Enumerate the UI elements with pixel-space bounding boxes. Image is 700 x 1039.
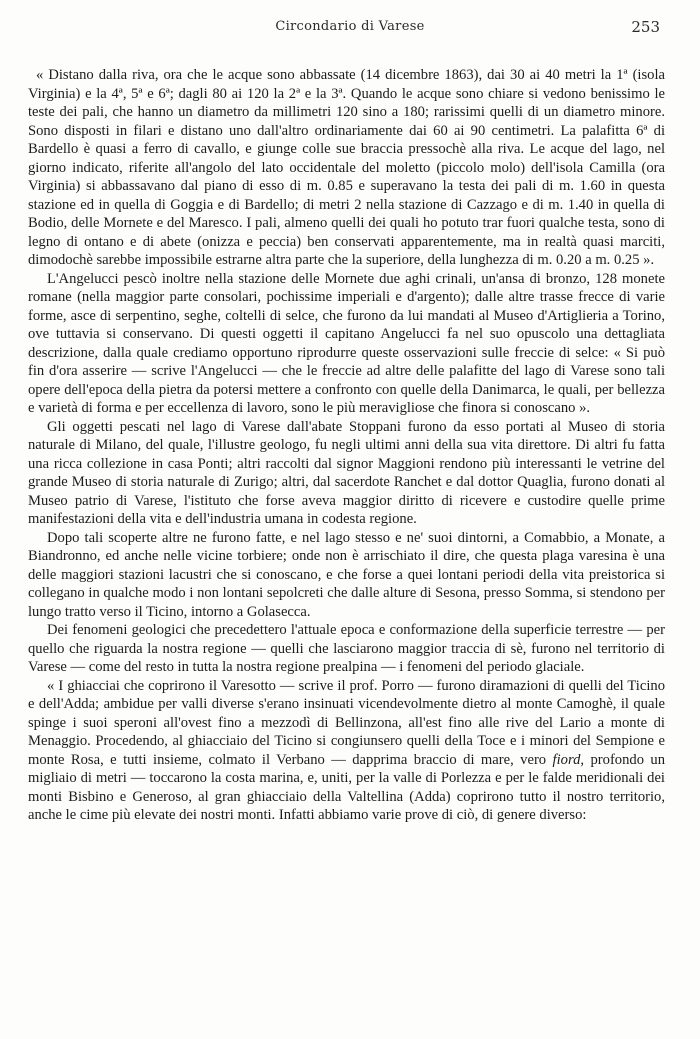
- glaciers-quote-part-1: « I ghiacciai che coprirono il Varesotto — scrive il prof. Porro — furono diramazioni di quelli del Ticino e dell'Adda; ambidue per valli diverse s'erano insinuati vicendevolmente dietro al monte Camoghè, il quale spinge i suoi speroni all'ovest fino a mezzodì di Bellinzona, all'est fino alle rive del Lario a monte di Menaggio. Procedendo, al ghiacciaio del Ticino si congiunsero quelli della Toce e i minori del Sempione e monte Rosa, e tutti insieme, colmato il Verbano — dapprima braccio di mare, vero: [28, 677, 665, 768]
- glaciers-quote-part-2: profondo un migliaio di metri — toccarono la costa marina, e, uniti, per la valle di Porlezza e per le falde meridionali dei monti Bisbino e Generoso, al gran ghiacciaio della Valtellina (Adda) coprirono tutto il nostro territorio, anche le cime più elevate dei nostri monti. Infatti abbiamo varie prove di ciò, di genere diverso:: [28, 751, 666, 823]
- page-number: 253: [631, 18, 660, 36]
- paragraph-glaciers-quote: [28, 677, 665, 825]
- running-header: [0, 18, 700, 38]
- paragraph-geological-phenomena: Dei fenomeni geologici che precedettero l'attuale epoca e conformazione della superficie terrestre — per quello che riguarda la nostra regione — quelli che lasciarono maggior traccia di sè, furono nel territorio di Varese — come del resto in tutta la nostra regione prealpina — i fenomeni del periodo glaciale.: [28, 622, 665, 675]
- running-title: Circondario di Varese: [275, 19, 425, 34]
- italic-fiord: fiord,: [552, 751, 585, 768]
- paragraph-quote-distances: « Distano dalla riva, ora che le acque sono abbassate (14 dicembre 1863), dai 30 ai 40 metri la 1ª (isola Virginia) e la 4ª, 5ª e 6ª; dagli 80 ai 120 la 2ª e la 3ª. Quando le acque sono chiare si vedono benissimo le teste dei pali, che hanno un diametro da millimetri 120 sino a 180; rarissimi quelli di un diametro minore. Sono disposti in filari e distano uno dall'altro ordinariamente dai 60 ai 90 centimetri. La palafitta 6ª di Bardello è quasi a ferro di cavallo, e giunge colle sue braccia pressochè alla riva. Le acque del lago, nel giorno indicato, riferite all'angolo del lato occidentale del moletto (piccolo molo) dell'isola Camilla (ora Virginia) si abbassavano dal piano di esso di m. 0.85 e superavano la testa dei pali di m. 1.60 in questa stazione ed in quella di Goggia e di Bardello; di metri 2 nella stazione di Cazzago e di m. 1.40 in quella di Bodio, delle Mornete e del Maresco. I pali, almeno quelli dei quali ho potuto trar fuori qualche testa, sono di legno di ontano e di abete (onizza e peccia) ben conservati apparentemente, ma in realtà quasi marciti, dimodochè sarebbe impossibile estrarne altra parte che la superiore, della lunghezza di m. 0.20 a m. 0.25 ».: [28, 67, 665, 268]
- paragraph-further-discoveries: Dopo tali scoperte altre ne furono fatte, e nel lago stesso e ne' suoi dintorni, a Comabbio, a Monate, a Biandronno, ed anche nelle vicine torbiere; onde non è arrischiato il dire, che questa plaga varesina è una delle maggiori stazioni lacustri che si conoscano, e che forse a quei lontani periodi della vita preistorica si collegano in qualche modo i non lontani sepolcreti che dalle alture di Sesona, presso Somma, si stendono per lungo tratto verso il Ticino, intorno a Golasecca.: [28, 529, 665, 620]
- paragraph-museum-collections: Gli oggetti pescati nel lago di Varese dall'abate Stoppani furono da esso portati al Museo di storia naturale di Milano, del quale, l'illustre geologo, fu negli ultimi anni della sua vita direttore. Di altri fu fatta una ricca collezione in casa Ponti; altri raccolti dal signor Maggioni rendono più interessanti le vetrine del grande Museo di storia naturale di Zurigo; altri, dal sacerdote Ranchet e dal dottor Quaglia, furono donati al Museo patrio di Varese, l'istituto che forse aveva maggior diritto di ricevere e custodire quelle prime manifestazioni della vita e dell'industria umana in codesta regione.: [28, 418, 665, 527]
- body-text: [28, 66, 665, 825]
- paragraph-angelucci-finds: L'Angelucci pescò inoltre nella stazione delle Mornete due aghi crinali, un'ansa di bronzo, 128 monete romane (nella maggior parte consolari, pochissime imperiali e d'argento); dalle altre trasse frecce di varie forme, asce di serpentino, seghe, coltelli di selce, che furono da lui mandati al Museo d'Artiglieria a Torino, ove tuttavia si conservano. Di questi oggetti il capitano Angelucci fa nel suo opuscolo una dettagliata descrizione, dalla quale crediamo opportuno riprodurre queste osservazioni sulle freccie di selce: « Si può fin d'ora asserire — scrive l'Angelucci — che le freccie ad altre delle palafitte del lago di Varese sono tali opere dell'epoca della pietra da potersi mettere a confronto con quelle della Danimarca, le quali, per bellezza e varietà di forma e per eccellenza di lavoro, sono le più meravigliose che finora si conoscano ».: [28, 270, 665, 416]
